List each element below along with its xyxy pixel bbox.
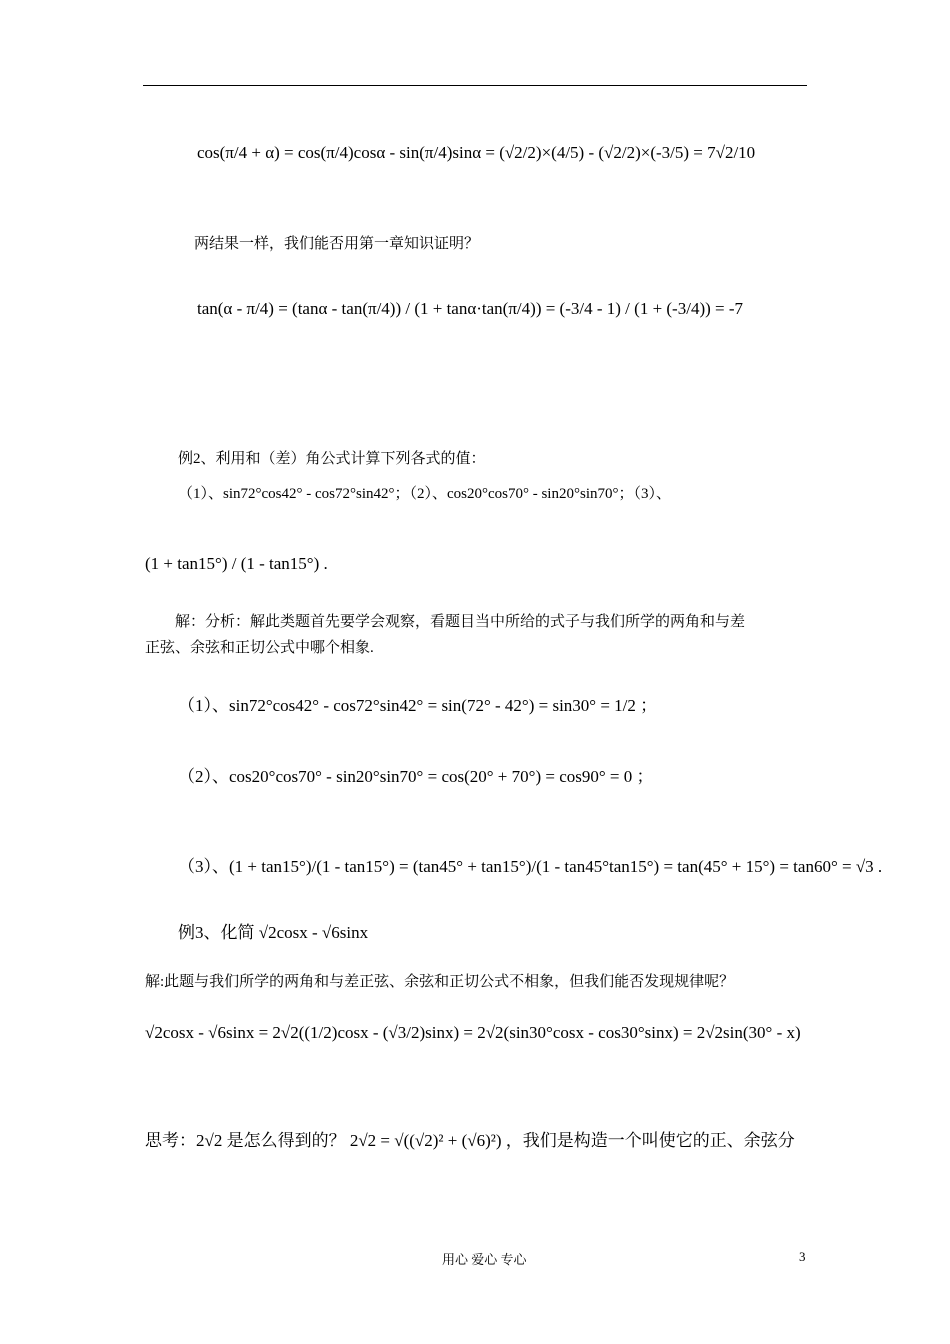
footer-page-number: 3: [799, 1249, 806, 1264]
example-3-equation: √2cosx - √6sinx = 2√2((1/2)cosx - (√3/2)sinx) = 2√2(sin30°cosx - cos30°sinx) = 2√2sin(30° - x): [145, 1023, 801, 1042]
footer-motto: 用心 爱心 专心: [442, 1252, 527, 1267]
solution-2-intro-2: 正弦、余弦和正切公式中哪个相象.: [145, 640, 374, 656]
solution-2-part-2: （2）、cos20°cos70° - sin20°sin70° = cos(20° + 70°) = cos90° = 0 ；: [178, 767, 654, 786]
example-2-title: 例2、利用和（差）角公式计算下列各式的值：: [178, 451, 486, 467]
paragraph-same-result: 两结果一样，我们能否用第一章知识证明？: [194, 236, 480, 252]
solution-2-part-1: （1）、sin72°cos42° - cos72°sin42° = sin(72° - 42°) = sin30° = 1/2 ；: [178, 696, 658, 715]
example-2-items: （1）、sin72°cos42° - cos72°sin42°；（2）、cos20°cos70° - sin20°sin70°；（3）、: [178, 486, 671, 502]
solution-2-part-3: （3）、(1 + tan15°)/(1 - tan15°) = (tan45° + tan15°)/(1 - tan45°tan15°) = tan(45° + 15°) = tan60° = √3 .: [178, 857, 883, 876]
equation-tan-difference: tan(α - π/4) = (tanα - tan(π/4)) / (1 + tanα·tan(π/4)) = (-3/4 - 1) / (1 + (-3/4)) = -7: [197, 299, 744, 318]
example-2-item-3: (1 + tan15°) / (1 - tan15°) .: [145, 554, 328, 573]
example-3-title: 例3、化简 √2cosx - √6sinx: [178, 923, 369, 942]
header-rule: [143, 85, 807, 86]
example-3-think: 思考：2√2 是怎么得到的？ 2√2 = √((√2)² + (√6)²) ，我们是构造一个叫使它的正、余弦分: [145, 1131, 795, 1150]
equation-cos-sum: cos(π/4 + α) = cos(π/4)cosα - sin(π/4)sinα = (√2/2)×(4/5) - (√2/2)×(-3/5) = 7√2/10: [197, 143, 756, 162]
solution-2-intro-1: 解：分析：解此类题首先要学会观察，看题目当中所给的式子与我们所学的两角和与差: [175, 614, 746, 630]
example-3-solution-text: 解:此题与我们所学的两角和与差正弦、余弦和正切公式不相象，但我们能否发现规律呢？: [145, 974, 735, 990]
